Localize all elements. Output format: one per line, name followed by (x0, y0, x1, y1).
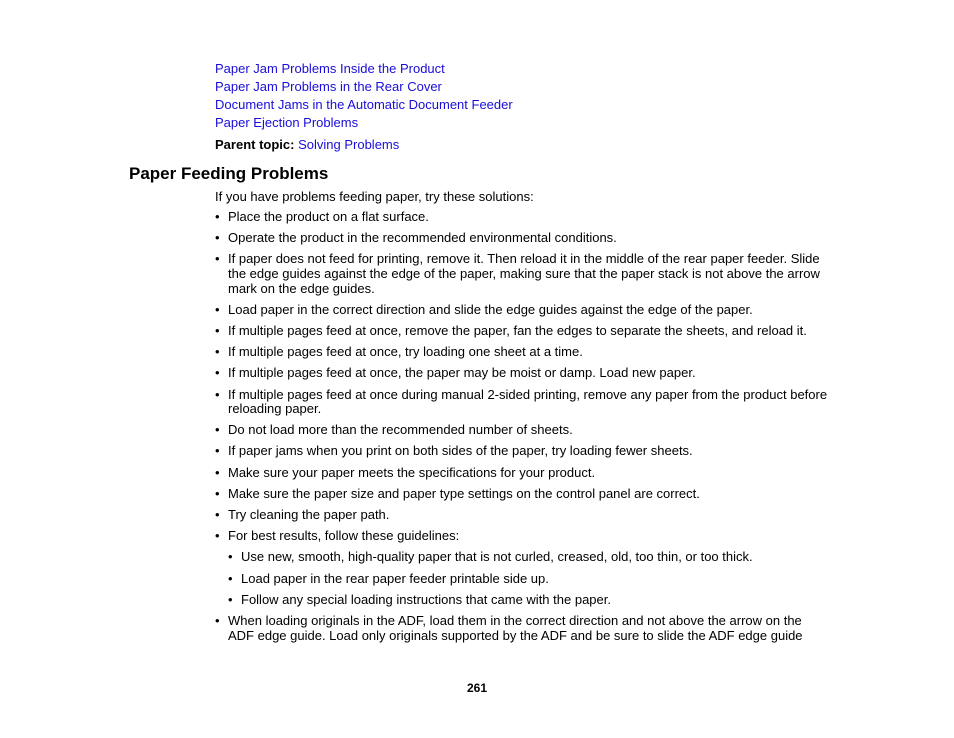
page-number: 261 (466, 681, 488, 695)
guidelines-sublist (228, 550, 830, 607)
list-item-text: For best results, follow these guidelines: (228, 528, 460, 544)
link-paper-jam-inside[interactable]: Paper Jam Problems Inside the Product (215, 61, 445, 76)
list-item: • If multiple pages feed at once, the paper may be moist or damp. Load new paper. (215, 366, 830, 381)
related-link-item (215, 114, 513, 132)
related-link-item (215, 96, 513, 114)
sub-list-item: • Follow any special loading instructions that came with the paper. (228, 593, 830, 608)
list-item: • Place the product on a flat surface. (215, 210, 830, 225)
link-paper-ejection[interactable]: Paper Ejection Problems (215, 115, 359, 130)
section-title: Paper Feeding Problems (129, 164, 329, 183)
list-item: • If multiple pages feed at once, try loading one sheet at a time. (215, 345, 830, 360)
list-item: • If paper jams when you print on both sides of the paper, try loading fewer sheets. (215, 444, 830, 459)
list-item: • Load paper in the correct direction and slide the edge guides against the edge of the paper. (215, 303, 830, 318)
list-item: • Try cleaning the paper path. (215, 508, 830, 523)
list-item: • If multiple pages feed at once during manual 2-sided printing, remove any paper from the product before reloading paper. (215, 388, 830, 417)
related-link-item (215, 60, 513, 78)
solutions-list (215, 210, 830, 650)
list-item: • Operate the product in the recommended environmental conditions. (215, 231, 830, 246)
parent-topic-link[interactable]: Solving Problems (298, 137, 400, 152)
sub-list-item: • Load paper in the rear paper feeder printable side up. (228, 572, 830, 587)
section-intro: If you have problems feeding paper, try these solutions: (215, 189, 534, 204)
list-item-guidelines (215, 529, 830, 607)
parent-topic (215, 136, 399, 153)
list-item: • If paper does not feed for printing, remove it. Then reload it in the middle of the rear paper feeder. Slide the edge guides against the edge of the paper, making sure that the paper stack is not above the arrow mark on the edge guides. (215, 252, 830, 296)
list-item: • If multiple pages feed at once, remove the paper, fan the edges to separate the sheets, and reload it. (215, 324, 830, 339)
parent-topic-label: Parent topic: (215, 137, 295, 152)
list-item: • When loading originals in the ADF, load them in the correct direction and not above the arrow on the ADF edge guide. Load only originals supported by the ADF and be sure to slide the ADF edge guide (215, 614, 830, 643)
sub-list-item: • Use new, smooth, high-quality paper that is not curled, creased, old, too thin, or too thick. (228, 550, 830, 565)
related-link-item (215, 78, 513, 96)
list-item: • Do not load more than the recommended number of sheets. (215, 423, 830, 438)
list-item: • Make sure the paper size and paper type settings on the control panel are correct. (215, 487, 830, 502)
link-document-jams-adf[interactable]: Document Jams in the Automatic Document Feeder (215, 97, 513, 112)
list-item: • Make sure your paper meets the specifications for your product. (215, 466, 830, 481)
related-links-list (215, 60, 513, 132)
link-paper-jam-rear-cover[interactable]: Paper Jam Problems in the Rear Cover (215, 79, 442, 94)
